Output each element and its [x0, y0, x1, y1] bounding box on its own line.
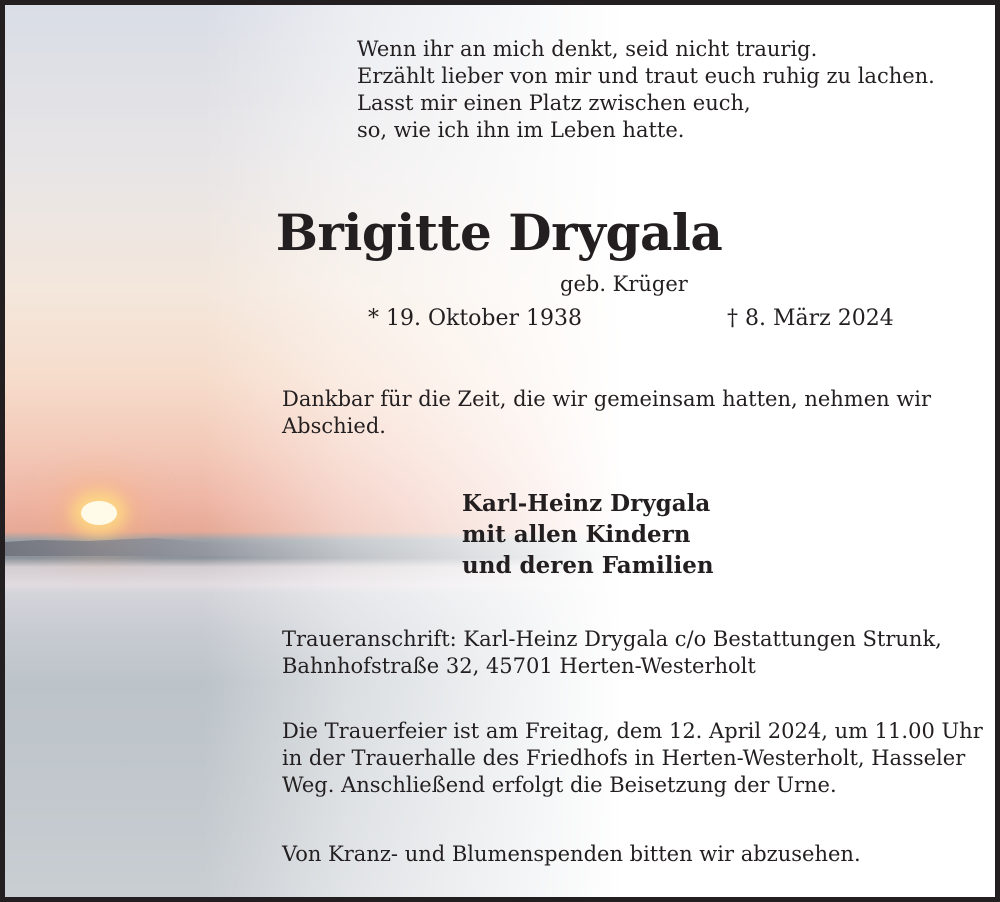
ceremony-line: Die Trauerfeier ist am Freitag, dem 12. April 2024, um 11.00 Uhr [282, 719, 983, 743]
thanks-line: Dankbar für die Zeit, die wir gemeinsam hatten, nehmen wir [282, 387, 932, 411]
ceremony-info [282, 718, 983, 799]
poem-line: so, wie ich ihn im Leben hatte. [357, 118, 685, 142]
poem-line: Erzählt lieber von mir und traut euch ruhig zu lachen. [357, 64, 935, 88]
mourner-line: mit allen Kindern [462, 521, 691, 548]
mourning-address [282, 626, 942, 680]
poem-line: Wenn ihr an mich denkt, seid nicht traurig. [357, 37, 818, 61]
birth-date: * 19. Oktober 1938 [368, 306, 583, 331]
ceremony-line: in der Trauerhalle des Friedhofs in Herten-Westerholt, Hasseler [282, 746, 966, 770]
flowers-note: Von Kranz- und Blumenspenden bitten wir abzusehen. [282, 842, 861, 866]
mourners [462, 488, 714, 581]
thanks-line: Abschied. [282, 414, 386, 438]
address-line: Traueranschrift: Karl-Heinz Drygala c/o Bestattungen Strunk, [282, 627, 942, 651]
treeline-shape [5, 536, 335, 556]
sun-shape [81, 501, 117, 525]
mourner-line: und deren Familien [462, 552, 714, 579]
thanks-text [282, 386, 931, 440]
mourner-line: Karl-Heinz Drygala [462, 490, 711, 517]
birth-name: geb. Krüger [560, 272, 688, 296]
deceased-name: Brigitte Drygala [275, 203, 723, 262]
poem-line: Lasst mir einen Platz zwischen euch, [357, 91, 751, 115]
death-date: † 8. März 2024 [727, 306, 894, 331]
address-line: Bahnhofstraße 32, 45701 Herten-Westerholt [282, 654, 756, 678]
poem [357, 36, 935, 144]
ceremony-line: Weg. Anschließend erfolgt die Beisetzung der Urne. [282, 773, 837, 797]
